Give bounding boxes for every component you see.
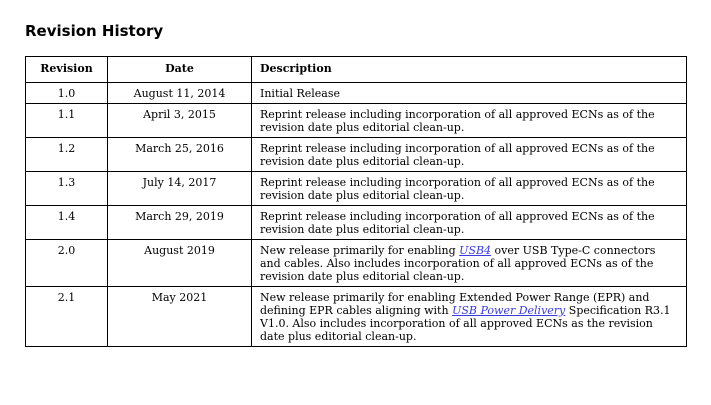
description-cell bbox=[252, 287, 687, 347]
revision-cell: 1.0 bbox=[26, 83, 108, 104]
description-cell bbox=[252, 83, 687, 104]
description-cell bbox=[252, 206, 687, 240]
description-cell bbox=[252, 172, 687, 206]
spec-link[interactable]: USB Power Delivery bbox=[452, 304, 566, 317]
table-body bbox=[26, 83, 687, 347]
description-text: over USB Type-C connectors and cables. Also includes incorporation of all approved ECNs as of the revision date plus editorial clean-up. bbox=[260, 244, 656, 283]
column-header-revision: Revision bbox=[26, 57, 108, 83]
description-cell bbox=[252, 138, 687, 172]
column-header-date: Date bbox=[108, 57, 252, 83]
revision-history-table bbox=[25, 56, 687, 347]
date-cell: May 2021 bbox=[108, 287, 252, 347]
description-text: New release primarily for enabling Extended Power Range (EPR) and defining EPR cables aligning with bbox=[260, 291, 650, 317]
revision-cell: 1.3 bbox=[26, 172, 108, 206]
page-title: Revision History bbox=[25, 22, 164, 40]
table-row bbox=[26, 206, 687, 240]
revision-cell: 1.4 bbox=[26, 206, 108, 240]
date-cell: March 29, 2019 bbox=[108, 206, 252, 240]
table-header bbox=[26, 57, 687, 83]
table-row bbox=[26, 104, 687, 138]
date-cell: August 11, 2014 bbox=[108, 83, 252, 104]
date-cell: March 25, 2016 bbox=[108, 138, 252, 172]
description-text: Reprint release including incorporation of all approved ECNs as of the revision date plus editorial clean-up. bbox=[260, 210, 655, 236]
column-header-description: Description bbox=[252, 57, 687, 83]
table-row bbox=[26, 172, 687, 206]
description-text: New release primarily for enabling bbox=[260, 244, 460, 257]
date-cell: August 2019 bbox=[108, 240, 252, 287]
table-row bbox=[26, 83, 687, 104]
description-text: Specification R3.1 V1.0. Also includes incorporation of all approved ECNs as the revision date plus editorial clean-up. bbox=[260, 304, 671, 343]
table-row bbox=[26, 240, 687, 287]
description-cell bbox=[252, 104, 687, 138]
description-text: Reprint release including incorporation of all approved ECNs as of the revision date plus editorial clean-up. bbox=[260, 108, 655, 134]
date-cell: April 3, 2015 bbox=[108, 104, 252, 138]
revision-cell: 1.2 bbox=[26, 138, 108, 172]
description-text: Initial Release bbox=[260, 87, 340, 100]
table-row bbox=[26, 287, 687, 347]
revision-cell: 1.1 bbox=[26, 104, 108, 138]
description-cell bbox=[252, 240, 687, 287]
date-cell: July 14, 2017 bbox=[108, 172, 252, 206]
table-row bbox=[26, 138, 687, 172]
description-text: Reprint release including incorporation of all approved ECNs as of the revision date plus editorial clean-up. bbox=[260, 176, 655, 202]
table-header-row bbox=[26, 57, 687, 83]
revision-cell: 2.0 bbox=[26, 240, 108, 287]
spec-link[interactable]: USB4 bbox=[459, 244, 492, 257]
description-text: Reprint release including incorporation of all approved ECNs as of the revision date plus editorial clean-up. bbox=[260, 142, 655, 168]
revision-cell: 2.1 bbox=[26, 287, 108, 347]
